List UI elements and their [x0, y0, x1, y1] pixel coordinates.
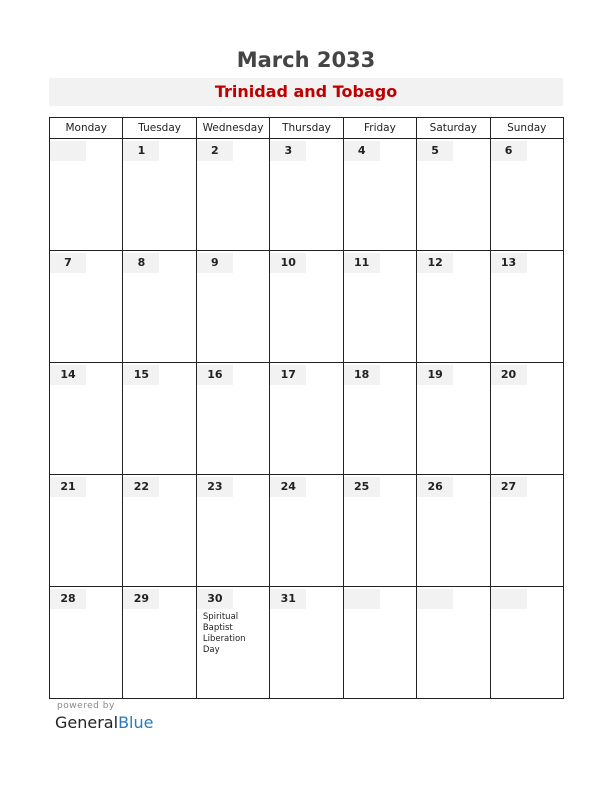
day-cell: [123, 475, 196, 587]
day-cell: [196, 139, 269, 251]
day-cell: [196, 587, 269, 699]
day-number: 25: [354, 480, 370, 493]
day-number: 12: [427, 256, 443, 269]
day-cell-inner: [123, 587, 195, 698]
day-cell-inner: [417, 587, 489, 698]
day-number: 2: [211, 144, 219, 157]
week-row: [50, 363, 564, 475]
day-cell-inner: [270, 475, 342, 586]
day-cell-inner: [123, 251, 195, 362]
day-cell: [196, 475, 269, 587]
weekday-header: Monday: [50, 118, 123, 139]
day-cell-inner: [344, 251, 416, 362]
day-number: 20: [500, 368, 517, 381]
week-row: [50, 475, 564, 587]
day-cell: [50, 363, 123, 475]
day-cell: [343, 475, 416, 587]
day-number: 27: [500, 480, 517, 493]
day-number: 17: [280, 368, 296, 381]
day-number: [491, 589, 527, 609]
day-cell: [123, 139, 196, 251]
day-cell-inner: [50, 363, 122, 474]
day-cell: [270, 251, 343, 363]
day-cell: [50, 251, 123, 363]
day-cell: [50, 587, 123, 699]
day-number: 9: [211, 256, 219, 269]
day-cell: [343, 363, 416, 475]
day-number: 16: [207, 368, 223, 381]
day-number: 5: [431, 144, 439, 157]
day-cell-inner: [197, 139, 269, 250]
day-number: 22: [133, 480, 150, 493]
day-cell-inner: [417, 475, 489, 586]
logo-general: General: [55, 713, 119, 732]
day-cell-inner: [197, 475, 269, 586]
day-cell-inner: [50, 475, 122, 586]
weekday-header: Thursday: [270, 118, 343, 139]
day-number: 26: [427, 480, 443, 493]
day-number: 3: [284, 144, 293, 157]
day-number: 21: [60, 480, 76, 493]
day-cell: [490, 363, 563, 475]
day-number: [50, 141, 86, 161]
day-cell: [417, 251, 490, 363]
day-cell: [417, 587, 490, 699]
day-number: 14: [60, 368, 76, 381]
day-number: 31: [280, 592, 296, 605]
day-cell: [196, 363, 269, 475]
weekday-header: Wednesday: [196, 118, 269, 139]
day-number: 15: [133, 368, 150, 381]
generalblue-logo: [55, 713, 153, 732]
day-cell: [50, 139, 123, 251]
day-cell-inner: [417, 139, 489, 250]
day-number: 18: [354, 368, 370, 381]
day-cell: [417, 475, 490, 587]
day-cell-inner: [50, 139, 122, 250]
week-row: [50, 139, 564, 251]
day-cell: [343, 587, 416, 699]
day-cell-inner: [197, 251, 269, 362]
day-number: [344, 589, 380, 609]
weekday-header: Sunday: [490, 118, 563, 139]
day-cell-inner: [123, 139, 195, 250]
page-title: March 2033: [236, 48, 376, 72]
week-row: [50, 587, 564, 699]
day-cell: [490, 139, 563, 251]
day-number: 30: [207, 592, 223, 605]
day-cell: [343, 251, 416, 363]
day-number: 29: [133, 592, 150, 605]
day-cell-inner: [50, 587, 122, 698]
day-number: 13: [500, 256, 517, 269]
day-cell-inner: [344, 363, 416, 474]
day-cell: [270, 475, 343, 587]
day-cell: [417, 139, 490, 251]
day-cell: [196, 251, 269, 363]
day-cell-inner: [491, 475, 563, 586]
day-number: 1: [137, 144, 146, 157]
day-cell-inner: [417, 251, 489, 362]
day-cell-inner: [344, 475, 416, 586]
day-cell-inner: [270, 587, 342, 698]
day-cell: [270, 139, 343, 251]
day-number: 28: [60, 592, 76, 605]
day-cell: [343, 139, 416, 251]
day-cell: [490, 475, 563, 587]
day-cell-inner: [123, 363, 195, 474]
weekday-header: Friday: [343, 118, 416, 139]
day-cell-inner: [491, 363, 563, 474]
day-cell-inner: [50, 251, 122, 362]
powered-by-text: powered by: [57, 701, 115, 711]
day-cell-inner: [197, 363, 269, 474]
day-cell: [123, 363, 196, 475]
logo-blue: Blue: [118, 713, 154, 732]
day-cell: [490, 587, 563, 699]
day-number: 4: [357, 144, 366, 157]
day-cell: [270, 363, 343, 475]
day-cell-inner: [270, 363, 342, 474]
day-cell-inner: [270, 251, 342, 362]
calendar-grid: [49, 117, 564, 699]
day-cell-inner: [491, 251, 563, 362]
country-name: Trinidad and Tobago: [214, 82, 398, 101]
day-cell-inner: [344, 139, 416, 250]
day-cell-inner: [344, 587, 416, 698]
holiday-label: Spiritual Baptist Liberation Day: [202, 612, 246, 655]
weekday-header-row: [50, 118, 564, 139]
week-row: [50, 251, 564, 363]
day-cell-inner: [270, 139, 342, 250]
day-cell: [490, 251, 563, 363]
day-cell: [270, 587, 343, 699]
day-cell-inner: [123, 475, 195, 586]
weekday-header: Saturday: [417, 118, 490, 139]
day-cell-inner: [491, 139, 563, 250]
day-number: 24: [280, 480, 296, 493]
day-number: 10: [280, 256, 296, 269]
day-number: 8: [137, 256, 146, 269]
day-cell-inner: [197, 587, 269, 698]
day-cell: [417, 363, 490, 475]
country-banner: [49, 78, 563, 106]
day-number: 6: [504, 144, 513, 157]
day-cell: [50, 475, 123, 587]
day-cell: [123, 251, 196, 363]
day-cell-inner: [417, 363, 489, 474]
day-number: 19: [427, 368, 443, 381]
weekday-header: Tuesday: [123, 118, 196, 139]
day-number: [417, 589, 453, 609]
day-number: 7: [64, 256, 72, 269]
day-number: 23: [207, 480, 223, 493]
day-number: 11: [354, 256, 370, 269]
day-cell-inner: [491, 587, 563, 698]
day-cell: [123, 587, 196, 699]
